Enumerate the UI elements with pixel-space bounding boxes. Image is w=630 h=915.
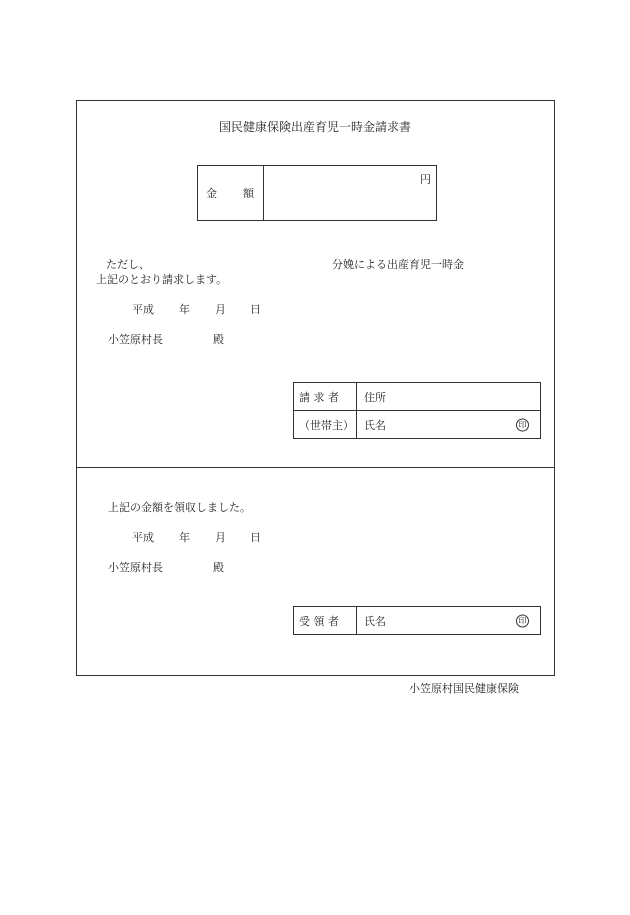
amount-box <box>197 165 437 221</box>
claimant-table <box>293 382 541 439</box>
request-date-era: 平成 <box>132 303 154 316</box>
household-head-label: （世帯主） <box>294 411 357 439</box>
form-title: 国民健康保険出産育児一時金請求書 <box>218 120 411 134</box>
request-honorific: 殿 <box>213 333 224 346</box>
claimant-name-label: 氏名 <box>364 418 386 432</box>
request-statement: 上記のとおり請求します。 <box>96 273 228 286</box>
seal-icon: 印 <box>516 418 529 431</box>
claimant-name-row <box>294 411 541 439</box>
claimant-label: 請 求 者 <box>294 383 357 411</box>
section-divider <box>76 467 555 468</box>
amount-unit: 円 <box>420 173 431 186</box>
claimant-address-row <box>294 383 541 411</box>
request-addressee: 小笠原村長 <box>108 333 163 346</box>
footer-issuer: 小笠原村国民健康保険 <box>409 682 519 695</box>
request-date-day: 日 <box>250 303 261 316</box>
claimant-address-field[interactable] <box>357 383 541 411</box>
receipt-statement: 上記の金額を領収しました。 <box>108 501 251 514</box>
receiver-label: 受 領 者 <box>294 607 357 635</box>
receipt-date-month: 月 <box>215 531 226 544</box>
amount-label-gaku: 額 <box>243 187 254 200</box>
tadashi-text: ただし、 <box>106 258 150 271</box>
request-date-month: 月 <box>215 303 226 316</box>
reason-text: 分娩による出産育児一時金 <box>332 258 464 271</box>
receiver-name-row <box>294 607 541 635</box>
receipt-addressee: 小笠原村長 <box>108 561 163 574</box>
receipt-date-day: 日 <box>250 531 261 544</box>
receipt-date-era: 平成 <box>132 531 154 544</box>
claimant-name-field[interactable] <box>357 411 541 439</box>
request-date-year: 年 <box>179 303 190 316</box>
seal-icon: 印 <box>516 614 529 627</box>
receiver-table <box>293 606 541 635</box>
receipt-honorific: 殿 <box>213 561 224 574</box>
receiver-name-label: 氏名 <box>364 614 386 628</box>
receiver-name-field[interactable] <box>357 607 541 635</box>
claimant-address-label: 住所 <box>364 390 386 404</box>
receipt-date-year: 年 <box>179 531 190 544</box>
amount-box-separator <box>263 166 264 220</box>
amount-label-kin: 金 <box>206 187 217 200</box>
